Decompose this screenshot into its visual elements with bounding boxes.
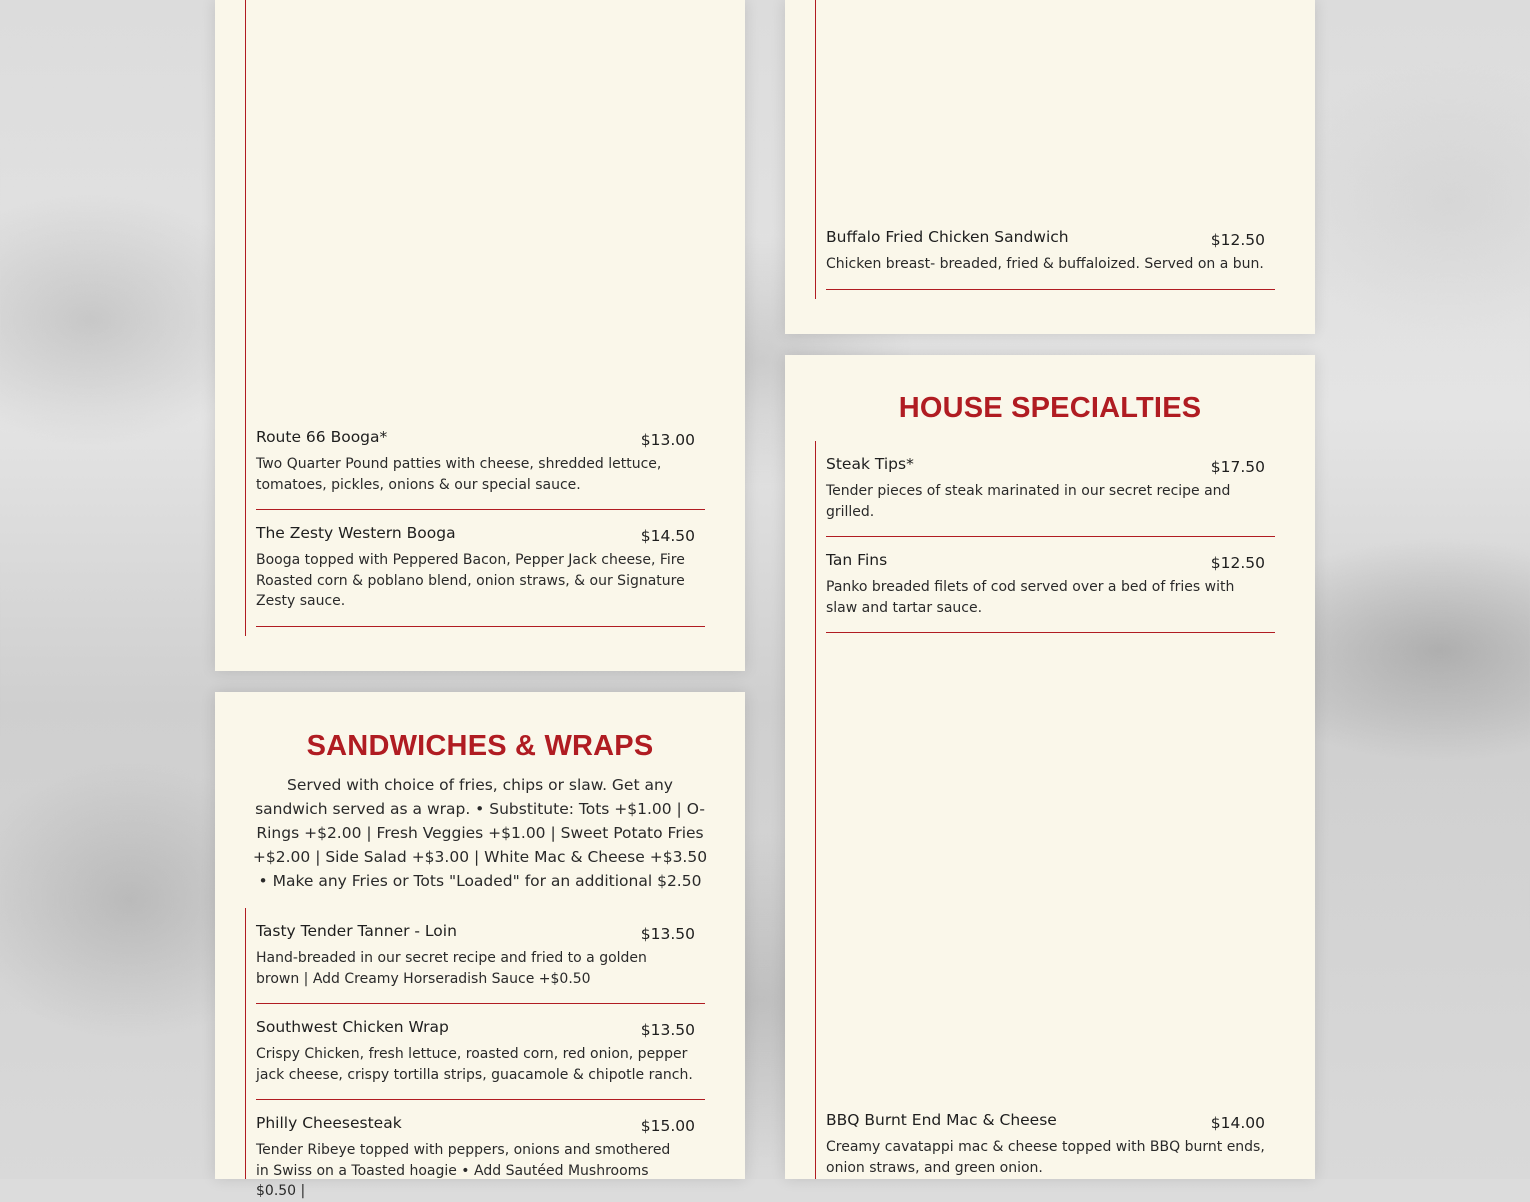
- item-name: Southwest Chicken Wrap: [256, 1018, 449, 1036]
- burgers-card: [215, 0, 745, 671]
- item-description: Tender Ribeye topped with peppers, onions and smothered in Swiss on a Toasted hoagie • Add Sautéed Mushrooms $0.50 |: [256, 1142, 671, 1199]
- item-price: $14.50: [640, 527, 695, 545]
- item-price: $13.50: [640, 925, 695, 943]
- item-name: Buffalo Fried Chicken Sandwich: [826, 228, 1069, 246]
- item-price: $15.00: [640, 1117, 695, 1135]
- item-name: Tan Fins: [826, 551, 888, 569]
- item-divider: [826, 289, 1275, 290]
- menu-item-zesty-western-booga: [256, 524, 705, 627]
- item-price: $13.00: [640, 431, 695, 449]
- item-divider: [826, 536, 1275, 537]
- item-description: Creamy cavatappi mac & cheese topped with BBQ burnt ends, onion straws, and green onion.: [826, 1139, 1265, 1176]
- item-price: $13.50: [640, 1021, 695, 1039]
- menu-item-tasty-tender-tanner-loin: [256, 922, 705, 1004]
- sandwiches-wraps-card: [215, 692, 745, 1199]
- menu-item-southwest-chicken-wrap: [256, 1018, 705, 1100]
- item-divider: [826, 632, 1275, 633]
- item-price: $12.50: [1210, 554, 1265, 572]
- item-divider: [256, 509, 705, 510]
- item-name: The Zesty Western Booga: [256, 524, 456, 542]
- section-description: Served with choice of fries, chips or slaw. Get any sandwich served as a wrap. • Substitute: Tots +$1.00 | O-Rings +$2.00 | Fresh Veggies +$1.00 | Sweet Potato Fries +$2.00 | Side Salad +$3.00 | White Mac & Cheese +$3.50 • Make any Fries or Tots "Loaded" for an additional $2.50: [252, 776, 708, 890]
- item-divider: [256, 626, 705, 627]
- burgers-vertical-rule: [245, 0, 246, 636]
- chicken-vertical-rule: [815, 0, 816, 299]
- menu-item-philly-cheesesteak: [256, 1114, 705, 1199]
- item-divider: [256, 1003, 705, 1004]
- house-specialties-card: [785, 355, 1315, 1179]
- item-description: Chicken breast- breaded, fried & buffaloized. Served on a bun.: [826, 256, 1264, 272]
- item-description: Panko breaded filets of cod served over a bed of fries with slaw and tartar sauce.: [826, 579, 1235, 616]
- item-price: $14.00: [1210, 1114, 1265, 1132]
- item-description: Hand-breaded in our secret recipe and fried to a golden brown | Add Creamy Horseradish Sauce +$0.50: [256, 950, 647, 987]
- item-name: Philly Cheesesteak: [256, 1114, 402, 1132]
- section-title: HOUSE SPECIALTIES: [898, 392, 1202, 424]
- menu-item-buffalo-fried-chicken-sandwich: [826, 228, 1275, 290]
- chicken-card: [785, 0, 1315, 334]
- item-name: Steak Tips*: [826, 455, 914, 473]
- item-name: Tasty Tender Tanner - Loin: [256, 922, 457, 940]
- item-price: $17.50: [1210, 458, 1265, 476]
- item-description: Booga topped with Peppered Bacon, Pepper Jack cheese, Fire Roasted corn & poblano blend, onion straws, & our Signature Zesty sauce.: [256, 552, 685, 609]
- item-price: $12.50: [1210, 231, 1265, 249]
- menu-item-tan-fins: [826, 551, 1275, 633]
- menu-item-steak-tips: [826, 455, 1275, 537]
- item-description: Two Quarter Pound patties with cheese, shredded lettuce, tomatoes, pickles, onions & our special sauce.: [256, 456, 662, 493]
- item-description: Crispy Chicken, fresh lettuce, roasted corn, red onion, pepper jack cheese, crispy tortilla strips, guacamole & chipotle ranch.: [256, 1046, 693, 1083]
- section-title: SANDWICHES & WRAPS: [306, 730, 654, 762]
- item-name: Route 66 Booga*: [256, 428, 388, 446]
- menu-item-route-66-booga: [256, 428, 705, 510]
- menu-item-bbq-burnt-end-mac-cheese: [826, 1111, 1275, 1179]
- house-specialties-vertical-rule: [815, 441, 816, 1179]
- sandwiches-vertical-rule: [245, 908, 246, 1179]
- item-divider: [256, 1099, 705, 1100]
- item-description: Tender pieces of steak marinated in our secret recipe and grilled.: [826, 483, 1231, 520]
- item-name: BBQ Burnt End Mac & Cheese: [826, 1111, 1057, 1129]
